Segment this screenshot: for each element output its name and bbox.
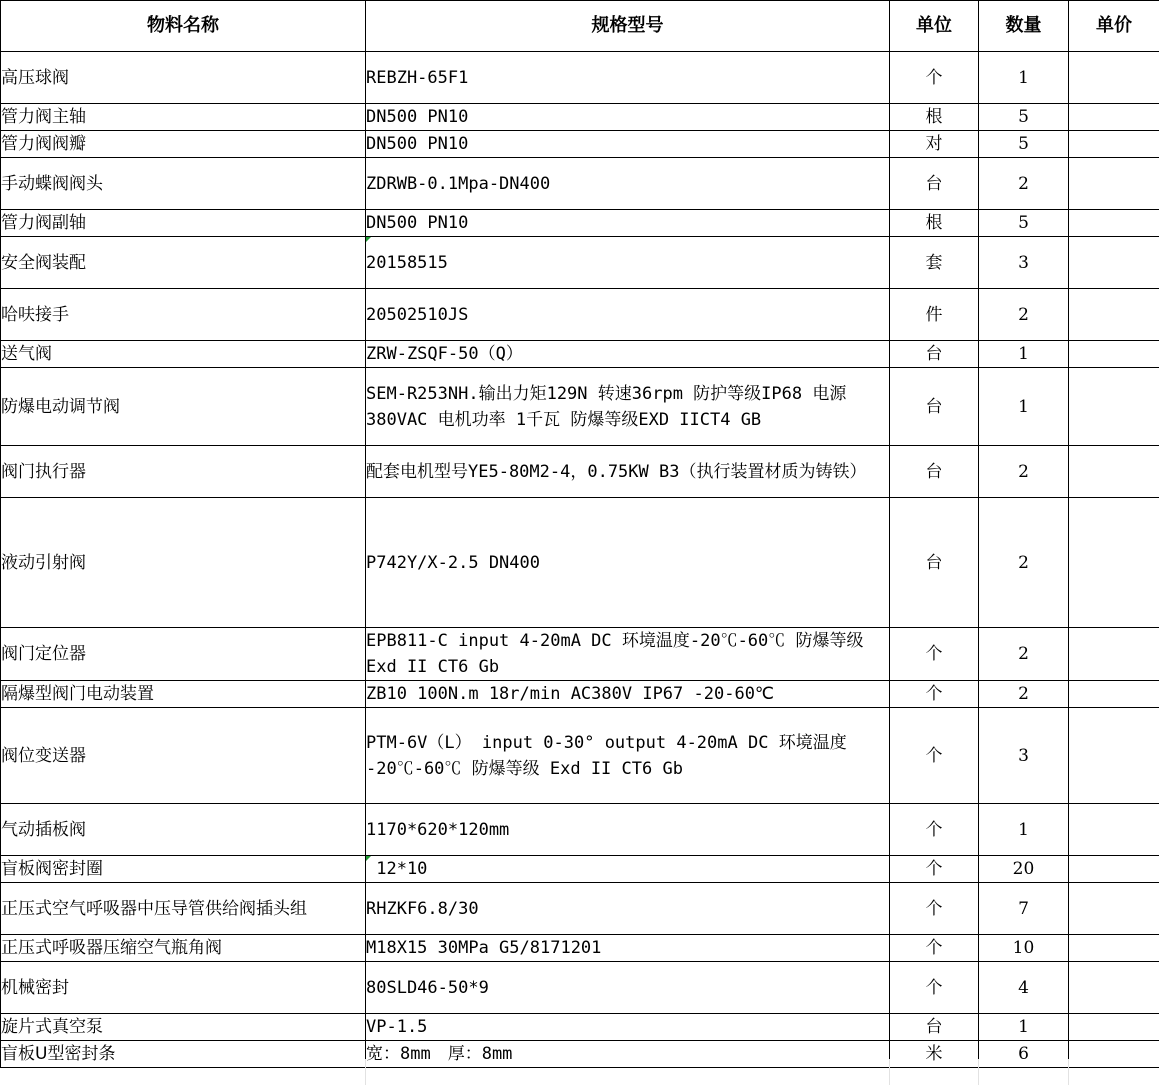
cell-qty[interactable]: 2 (979, 158, 1069, 210)
gridline (365, 1059, 366, 1085)
cell-qty[interactable]: 5 (979, 104, 1069, 131)
cell-qty[interactable]: 3 (979, 237, 1069, 289)
cell-price[interactable] (1069, 210, 1159, 237)
cell-name[interactable]: 手动蝶阀阀头 (1, 158, 366, 210)
header-name[interactable]: 物料名称 (1, 1, 366, 52)
cell-qty[interactable]: 7 (979, 883, 1069, 935)
cell-price[interactable] (1069, 52, 1159, 104)
table-row (1, 1014, 1159, 1041)
cell-qty[interactable]: 1 (979, 52, 1069, 104)
cell-spec[interactable]: 12*10 (366, 856, 890, 883)
cell-name[interactable]: 正压式空气呼吸器中压导管供给阀插头组 (1, 883, 366, 935)
cell-unit[interactable]: 米 (890, 1041, 979, 1068)
cell-unit[interactable]: 台 (890, 446, 979, 498)
cell-spec[interactable]: REBZH-65F1 (366, 52, 890, 104)
table-row (1, 883, 1159, 935)
cell-unit[interactable]: 个 (890, 883, 979, 935)
header-spec[interactable]: 规格型号 (366, 1, 890, 52)
cell-spec[interactable]: RHZKF6.8/30 (366, 883, 890, 935)
cell-unit[interactable]: 台 (890, 341, 979, 368)
cell-spec[interactable]: ZB10 100N.m 18r/min AC380V IP67 -20-60℃ (366, 681, 890, 708)
header-qty[interactable]: 数量 (979, 1, 1069, 52)
cell-spec[interactable]: SEM-R253NH.输出力矩129N 转速36rpm 防护等级IP68 电源380VAC 电机功率 1千瓦 防爆等级EXD IICT4 GB (366, 368, 890, 446)
cell-price[interactable] (1069, 804, 1159, 856)
cell-price[interactable] (1069, 681, 1159, 708)
cell-qty[interactable]: 2 (979, 289, 1069, 341)
cell-name[interactable]: 管力阀阀瓣 (1, 131, 366, 158)
header-price[interactable]: 单价 (1069, 1, 1159, 52)
cell-name[interactable]: 正压式呼吸器压缩空气瓶角阀 (1, 935, 366, 962)
table-row (1, 237, 1159, 289)
cell-spec[interactable]: 宽：8mm 厚：8mm (366, 1041, 890, 1068)
cell-name[interactable]: 安全阀装配 (1, 237, 366, 289)
cell-qty[interactable]: 2 (979, 681, 1069, 708)
cell-name[interactable]: 防爆电动调节阀 (1, 368, 366, 446)
cell-qty[interactable]: 2 (979, 628, 1069, 681)
cell-unit[interactable]: 个 (890, 935, 979, 962)
cell-price[interactable] (1069, 446, 1159, 498)
cell-name[interactable]: 阀位变送器 (1, 708, 366, 804)
cell-spec[interactable]: DN500 PN10 (366, 131, 890, 158)
cell-price[interactable] (1069, 237, 1159, 289)
cell-spec[interactable]: P742Y/X-2.5 DN400 (366, 498, 890, 628)
cell-name[interactable]: 高压球阀 (1, 52, 366, 104)
cell-unit[interactable]: 台 (890, 1014, 979, 1041)
table-row (1, 158, 1159, 210)
cell-price[interactable] (1069, 289, 1159, 341)
table-row (1, 856, 1159, 883)
cell-price[interactable] (1069, 962, 1159, 1014)
cell-qty[interactable]: 5 (979, 131, 1069, 158)
gridline (978, 1059, 979, 1085)
cell-unit[interactable]: 台 (890, 498, 979, 628)
cell-unit[interactable]: 个 (890, 804, 979, 856)
cell-unit[interactable]: 个 (890, 708, 979, 804)
cell-name[interactable]: 盲板阀密封圈 (1, 856, 366, 883)
table-row (1, 498, 1159, 628)
cell-spec[interactable]: M18X15 30MPa G5/8171201 (366, 935, 890, 962)
table-row (1, 210, 1159, 237)
cell-spec[interactable]: VP-1.5 (366, 1014, 890, 1041)
cell-name[interactable]: 送气阀 (1, 341, 366, 368)
cell-unit[interactable]: 个 (890, 52, 979, 104)
cell-spec[interactable]: 1170*620*120mm (366, 804, 890, 856)
cell-price[interactable] (1069, 708, 1159, 804)
cell-unit[interactable]: 个 (890, 681, 979, 708)
cell-price[interactable] (1069, 104, 1159, 131)
cell-spec[interactable]: 80SLD46-50*9 (366, 962, 890, 1014)
cell-name[interactable]: 气动插板阀 (1, 804, 366, 856)
cell-name[interactable]: 隔爆型阀门电动装置 (1, 681, 366, 708)
cell-price[interactable] (1069, 935, 1159, 962)
cell-spec[interactable]: ZRW-ZSQF-50（Q） (366, 341, 890, 368)
cell-price[interactable] (1069, 158, 1159, 210)
cell-price[interactable] (1069, 883, 1159, 935)
cell-price[interactable] (1069, 856, 1159, 883)
table-row (1, 628, 1159, 681)
cell-qty[interactable]: 6 (979, 1041, 1069, 1068)
table-row (1, 708, 1159, 804)
cell-spec[interactable]: DN500 PN10 (366, 210, 890, 237)
table-row (1, 935, 1159, 962)
gridline (889, 1059, 890, 1085)
empty-grid-row (0, 1059, 1159, 1085)
cell-name[interactable]: 管力阀主轴 (1, 104, 366, 131)
cell-price[interactable] (1069, 131, 1159, 158)
cell-unit[interactable]: 个 (890, 962, 979, 1014)
cell-price[interactable] (1069, 368, 1159, 446)
cell-qty[interactable]: 2 (979, 446, 1069, 498)
cell-qty[interactable]: 1 (979, 804, 1069, 856)
cell-name[interactable]: 机械密封 (1, 962, 366, 1014)
table-row (1, 804, 1159, 856)
cell-qty[interactable]: 2 (979, 498, 1069, 628)
cell-unit[interactable]: 套 (890, 237, 979, 289)
table-row (1, 131, 1159, 158)
cell-unit[interactable]: 台 (890, 158, 979, 210)
cell-qty[interactable]: 1 (979, 341, 1069, 368)
cell-price[interactable] (1069, 498, 1159, 628)
cell-price[interactable] (1069, 341, 1159, 368)
cell-spec[interactable]: 配套电机型号YE5-80M2-4，0.75KW B3（执行装置材质为铸铁） (366, 446, 890, 498)
cell-unit[interactable]: 根 (890, 104, 979, 131)
cell-price[interactable] (1069, 628, 1159, 681)
table-row (1, 52, 1159, 104)
cell-unit[interactable]: 件 (890, 289, 979, 341)
cell-qty[interactable]: 5 (979, 210, 1069, 237)
cell-name[interactable]: 阀门执行器 (1, 446, 366, 498)
cell-name[interactable]: 哈呋接手 (1, 289, 366, 341)
gridline (1068, 1059, 1069, 1085)
header-row (1, 1, 1159, 52)
cell-unit[interactable]: 对 (890, 131, 979, 158)
table-row (1, 341, 1159, 368)
cell-name[interactable]: 盲板U型密封条 (1, 1041, 366, 1068)
cell-name[interactable]: 旋片式真空泵 (1, 1014, 366, 1041)
table-row (1, 681, 1159, 708)
cell-unit[interactable]: 个 (890, 856, 979, 883)
cell-qty[interactable]: 10 (979, 935, 1069, 962)
cell-spec[interactable]: 20158515 (366, 237, 890, 289)
cell-qty[interactable]: 1 (979, 1014, 1069, 1041)
cell-name[interactable]: 管力阀副轴 (1, 210, 366, 237)
cell-name[interactable]: 液动引射阀 (1, 498, 366, 628)
table-row (1, 368, 1159, 446)
cell-spec[interactable]: EPB811-C input 4-20mA DC 环境温度-20℃-60℃ 防爆等级Exd II CT6 Gb (366, 628, 890, 681)
table-row (1, 104, 1159, 131)
cell-price[interactable] (1069, 1014, 1159, 1041)
table-row (1, 446, 1159, 498)
cell-qty[interactable]: 20 (979, 856, 1069, 883)
cell-qty[interactable]: 3 (979, 708, 1069, 804)
cell-spec[interactable]: ZDRWB-0.1Mpa-DN400 (366, 158, 890, 210)
table-row (1, 962, 1159, 1014)
cell-unit[interactable]: 个 (890, 628, 979, 681)
header-unit[interactable]: 单位 (890, 1, 979, 52)
cell-spec[interactable]: 20502510JS (366, 289, 890, 341)
table-row (1, 289, 1159, 341)
cell-spec[interactable]: PTM-6V（L） input 0-30° output 4-20mA DC 环境温度 -20℃-60℃ 防爆等级 Exd II CT6 Gb (366, 708, 890, 804)
cell-qty[interactable]: 1 (979, 368, 1069, 446)
cell-spec[interactable]: DN500 PN10 (366, 104, 890, 131)
cell-unit[interactable]: 根 (890, 210, 979, 237)
cell-name[interactable]: 阀门定位器 (1, 628, 366, 681)
cell-qty[interactable]: 4 (979, 962, 1069, 1014)
cell-unit[interactable]: 台 (890, 368, 979, 446)
